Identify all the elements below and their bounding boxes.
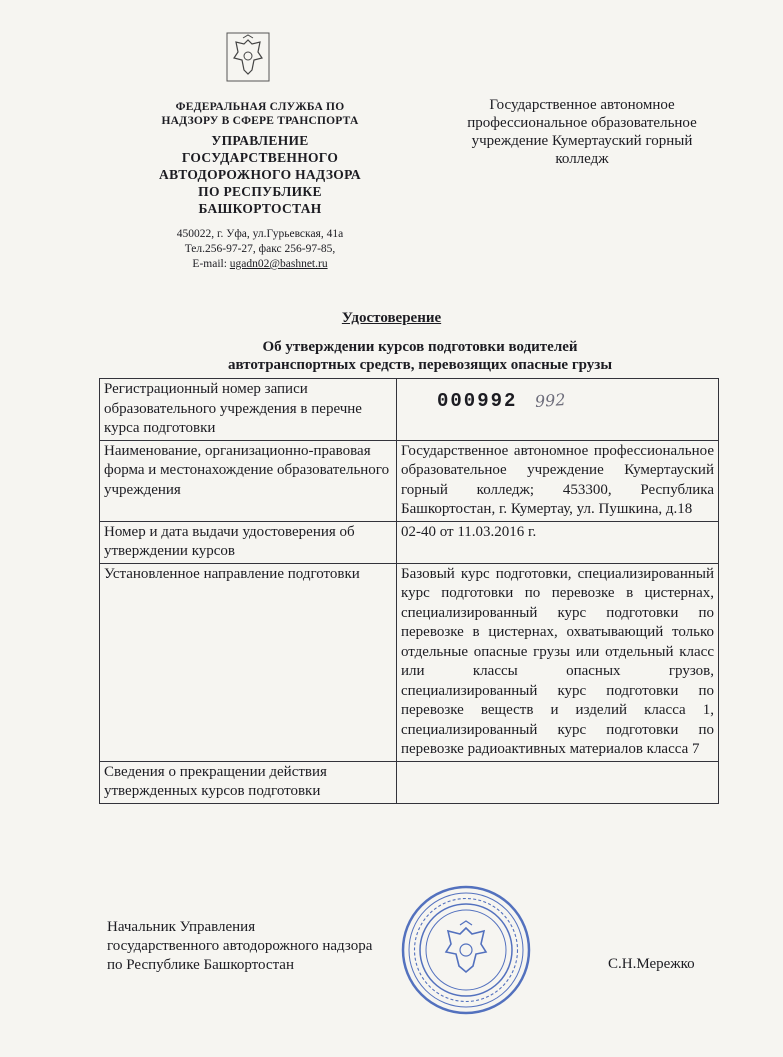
- table-row: [100, 563, 719, 761]
- handwritten-number: 992: [534, 389, 567, 412]
- row-value: [397, 761, 719, 803]
- recipient-line4: колледж: [555, 151, 609, 167]
- signer-name: С.Н.Мережко: [608, 956, 695, 972]
- dept-line2: ГОСУДАРСТВЕННОГО: [181, 150, 339, 165]
- document-subtitle: [170, 338, 670, 374]
- table-row: [100, 379, 719, 441]
- signature-line1: Начальник Управления: [107, 919, 256, 935]
- official-seal-icon: [400, 884, 532, 1016]
- dept-name: [140, 132, 380, 217]
- recipient-line2: профессиональное образовательное: [467, 115, 697, 131]
- row-label: Номер и дата выдачи удостоверения об утверждении курсов: [100, 521, 397, 563]
- sender-email-line: [140, 257, 380, 272]
- sender-phones: Тел.256-97-27, факс 256-97-85,: [184, 243, 336, 255]
- document-title: Удостоверение: [341, 310, 442, 326]
- dept-line1: УПРАВЛЕНИЕ: [211, 133, 309, 148]
- registration-number: 000992: [437, 390, 518, 412]
- table-row: [100, 761, 719, 803]
- sender-block: [140, 100, 380, 272]
- agency-name-line1: ФЕДЕРАЛЬНАЯ СЛУЖБА ПО: [175, 101, 345, 113]
- sender-address: 450022, г. Уфа, ул.Гурьевская, 41а: [176, 228, 344, 240]
- recipient-block: [432, 96, 732, 168]
- row-label: Установленное направление подготовки: [100, 563, 397, 761]
- row-label: Наименование, организационно-правовая форма и местонахождение образовательного учреждения: [100, 440, 397, 521]
- coat-of-arms-icon: [226, 32, 270, 82]
- sender-contacts: [140, 227, 380, 272]
- row-label: Регистрационный номер записи образовательного учреждения в перечне курса подготовки: [100, 379, 397, 441]
- subtitle-line2: автотранспортных средств, перевозящих опасные грузы: [227, 357, 613, 373]
- table-row: [100, 440, 719, 521]
- agency-name-line2: НАДЗОРУ В СФЕРЕ ТРАНСПОРТА: [161, 115, 359, 127]
- dept-line5: БАШКОРТОСТАН: [198, 201, 322, 216]
- signature-line2: государственного автодорожного надзора: [107, 938, 373, 954]
- email-label: E-mail:: [192, 258, 230, 270]
- certificate-table: [99, 378, 719, 804]
- dept-line3: АВТОДОРОЖНОГО НАДЗОРА: [159, 167, 361, 182]
- table-row: [100, 521, 719, 563]
- row-label: Сведения о прекращении действия утвержденных курсов подготовки: [100, 761, 397, 803]
- row-value: 02-40 от 11.03.2016 г.: [397, 521, 719, 563]
- subtitle-line1: Об утверждении курсов подготовки водителей: [262, 339, 578, 355]
- signature-line3: по Республике Башкортостан: [107, 957, 294, 973]
- recipient-line1: Государственное автономное: [489, 97, 675, 113]
- recipient-line3: учреждение Кумертауский горный: [471, 133, 693, 149]
- dept-line4: ПО РЕСПУБЛИКЕ: [198, 184, 322, 199]
- signature-block: [107, 918, 427, 975]
- row-value-registration: [397, 379, 719, 441]
- sender-email-link[interactable]: ugadn02@bashnet.ru: [229, 258, 328, 270]
- row-value: Государственное автономное профессиональное образовательное учреждение Кумертауский горный колледж; 453300, Республика Башкортостан, г. Кумертау, ул. Пушкина, д.18: [397, 440, 719, 521]
- row-value: Базовый курс подготовки, специализированный курс подготовки по перевозке в цистернах, специализированный курс подготовки по перевозке в цистернах, охватывающий только отдельные опасные грузы или отдельный класс или классы опасных грузов, специализированный курс подготовки по перевозке веществ и изделий класса 1, специализированный курс подготовки по перевозке радиоактивных материалов класса 7: [397, 563, 719, 761]
